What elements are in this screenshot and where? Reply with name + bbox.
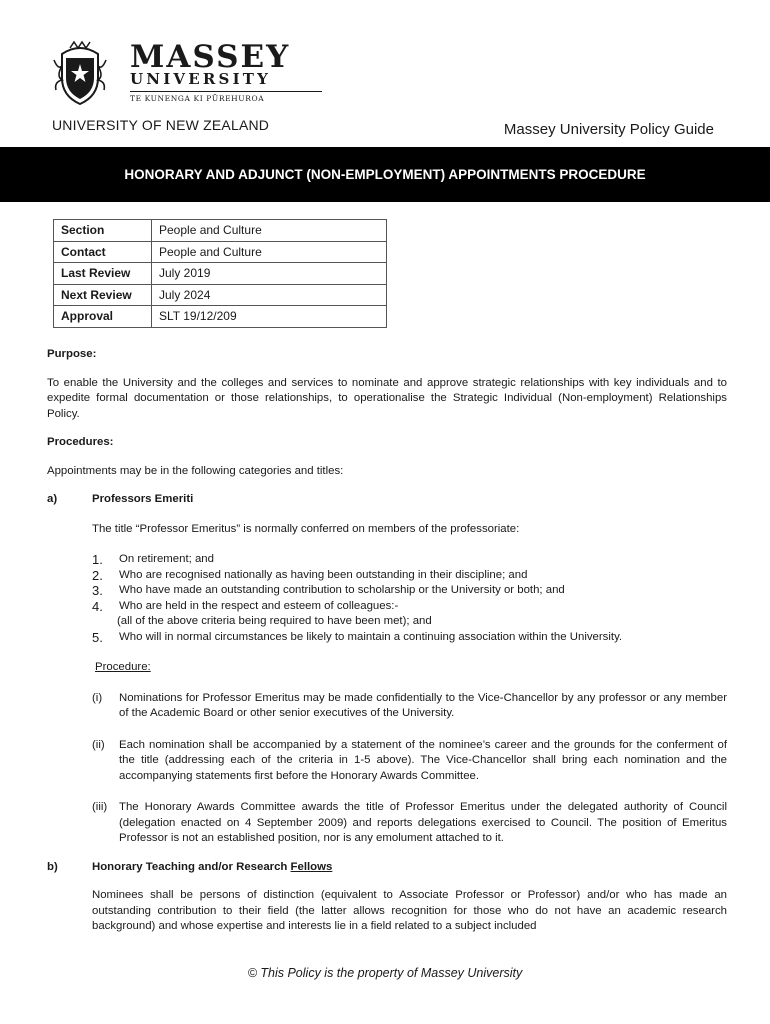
- logo-maori-name: TE KUNENGA KI PŪREHUROA: [130, 94, 265, 103]
- procedure-item: [92, 691, 727, 722]
- section-label: a): [47, 493, 58, 505]
- item-text: Who have made an outstanding contribution to scholarship or the University or both; and: [119, 584, 565, 596]
- meta-key: Next Review: [54, 284, 152, 306]
- item-text: Each nomination shall be accompanied by a statement of the nominee’s career and the grounds for the conferment of the title (addressing each of the criteria in 1-5 above). The Vice-Chancellor shall bring each nomination and the accompanying statements first before the Honorary Awards Committee.: [119, 738, 727, 782]
- item-number: 1.: [92, 552, 103, 567]
- list-item: [92, 583, 727, 599]
- item-text: The Honorary Awards Committee awards the title of Professor Emeritus under the delegated authority of Council (delegation enacted on 4 September 2009) and reports delegations exercised to Council. The position of Emeritus Professor is not an established position, nor is any emolument attached to it.: [119, 801, 727, 844]
- university-nz-label: UNIVERSITY OF NEW ZEALAND: [52, 117, 270, 133]
- meta-value: SLT 19/12/209: [152, 306, 387, 328]
- footer-copyright: © This Policy is the property of Massey University: [247, 966, 523, 980]
- meta-key: Section: [54, 220, 152, 242]
- metadata-table: [53, 219, 387, 328]
- procedure-item: [92, 738, 727, 785]
- meta-value: July 2019: [152, 263, 387, 285]
- procedure-item: [92, 800, 727, 847]
- logo-wordmark: MASSEY: [130, 39, 291, 75]
- policy-guide-title: Massey University Policy Guide: [503, 121, 714, 138]
- item-number: (ii): [92, 738, 105, 751]
- massey-logo: [52, 40, 292, 110]
- item-subtext: (all of the above criteria being required to have been met); and: [117, 615, 432, 627]
- section-a: [47, 492, 727, 847]
- list-item: [92, 630, 727, 646]
- meta-value: People and Culture: [152, 220, 387, 242]
- table-row: [54, 241, 387, 263]
- list-item: [92, 552, 727, 568]
- item-number: (iii): [92, 801, 108, 813]
- section-label: b): [47, 860, 58, 873]
- meta-value: July 2024: [152, 284, 387, 306]
- item-number: 5.: [92, 629, 103, 645]
- item-number: 2.: [92, 567, 103, 583]
- logo-divider: [130, 91, 322, 92]
- page-title: HONORARY AND ADJUNCT (NON-EMPLOYMENT) APPOINTMENTS PROCEDURE: [124, 167, 646, 182]
- table-row: [54, 284, 387, 306]
- section-title-underlined: Fellows: [290, 860, 333, 873]
- meta-key: Approval: [54, 306, 152, 328]
- logo-university: UNIVERSITY: [130, 70, 272, 88]
- item-text: Who are held in the respect and esteem of colleagues:-: [119, 599, 399, 612]
- meta-value: People and Culture: [152, 241, 387, 263]
- purpose-heading: Purpose:: [47, 348, 97, 360]
- procedure-list: [92, 691, 727, 847]
- table-row: [54, 220, 387, 242]
- list-item: [92, 599, 727, 630]
- section-b: [47, 860, 727, 935]
- criteria-list: [92, 552, 727, 645]
- meta-key: Last Review: [54, 263, 152, 285]
- item-number: 4.: [92, 598, 103, 614]
- section-title: [92, 860, 727, 876]
- meta-key: Contact: [54, 241, 152, 263]
- item-text: Nominations for Professor Emeritus may be made confidentially to the Vice-Chancellor by any professor or any member of the Academic Board or other senior executives of the University.: [119, 691, 727, 719]
- document-body: [47, 347, 727, 935]
- procedure-heading: Procedure:: [95, 661, 151, 673]
- section-title: Professors Emeriti: [92, 493, 194, 505]
- item-number: (i): [92, 691, 103, 704]
- section-text: Nominees shall be persons of distinction (equivalent to Associate Professor or Professor) and/or who has made an outstanding contribution to their field (the latter allows recognition for those who do not have an academic research background) and whose expertise and interests lie in a field related to a subject included: [92, 889, 727, 932]
- item-text: Who will in normal circumstances be likely to maintain a continuing association within the University.: [119, 630, 623, 643]
- appointments-intro: Appointments may be in the following categories and titles:: [47, 464, 344, 477]
- purpose-text: To enable the University and the colleges and services to nominate and approve strategic relationships with key individuals and to expedite formal documentation or those relationships, to operationalise the Strategic Individual (Non-employment) Relationships Policy.: [47, 376, 727, 420]
- list-item: [92, 568, 727, 584]
- section-title-text: Honorary Teaching and/or Research: [92, 860, 291, 873]
- section-intro: The title “Professor Emeritus” is normally conferred on members of the professoriate:: [92, 522, 520, 535]
- item-text: Who are recognised nationally as having been outstanding in their discipline; and: [119, 568, 528, 581]
- title-banner: [0, 147, 770, 202]
- table-row: [54, 306, 387, 328]
- item-number: 3.: [92, 583, 103, 598]
- university-crest-icon: [52, 40, 108, 106]
- table-row: [54, 263, 387, 285]
- procedures-heading: Procedures:: [47, 436, 114, 448]
- item-text: On retirement; and: [119, 553, 214, 565]
